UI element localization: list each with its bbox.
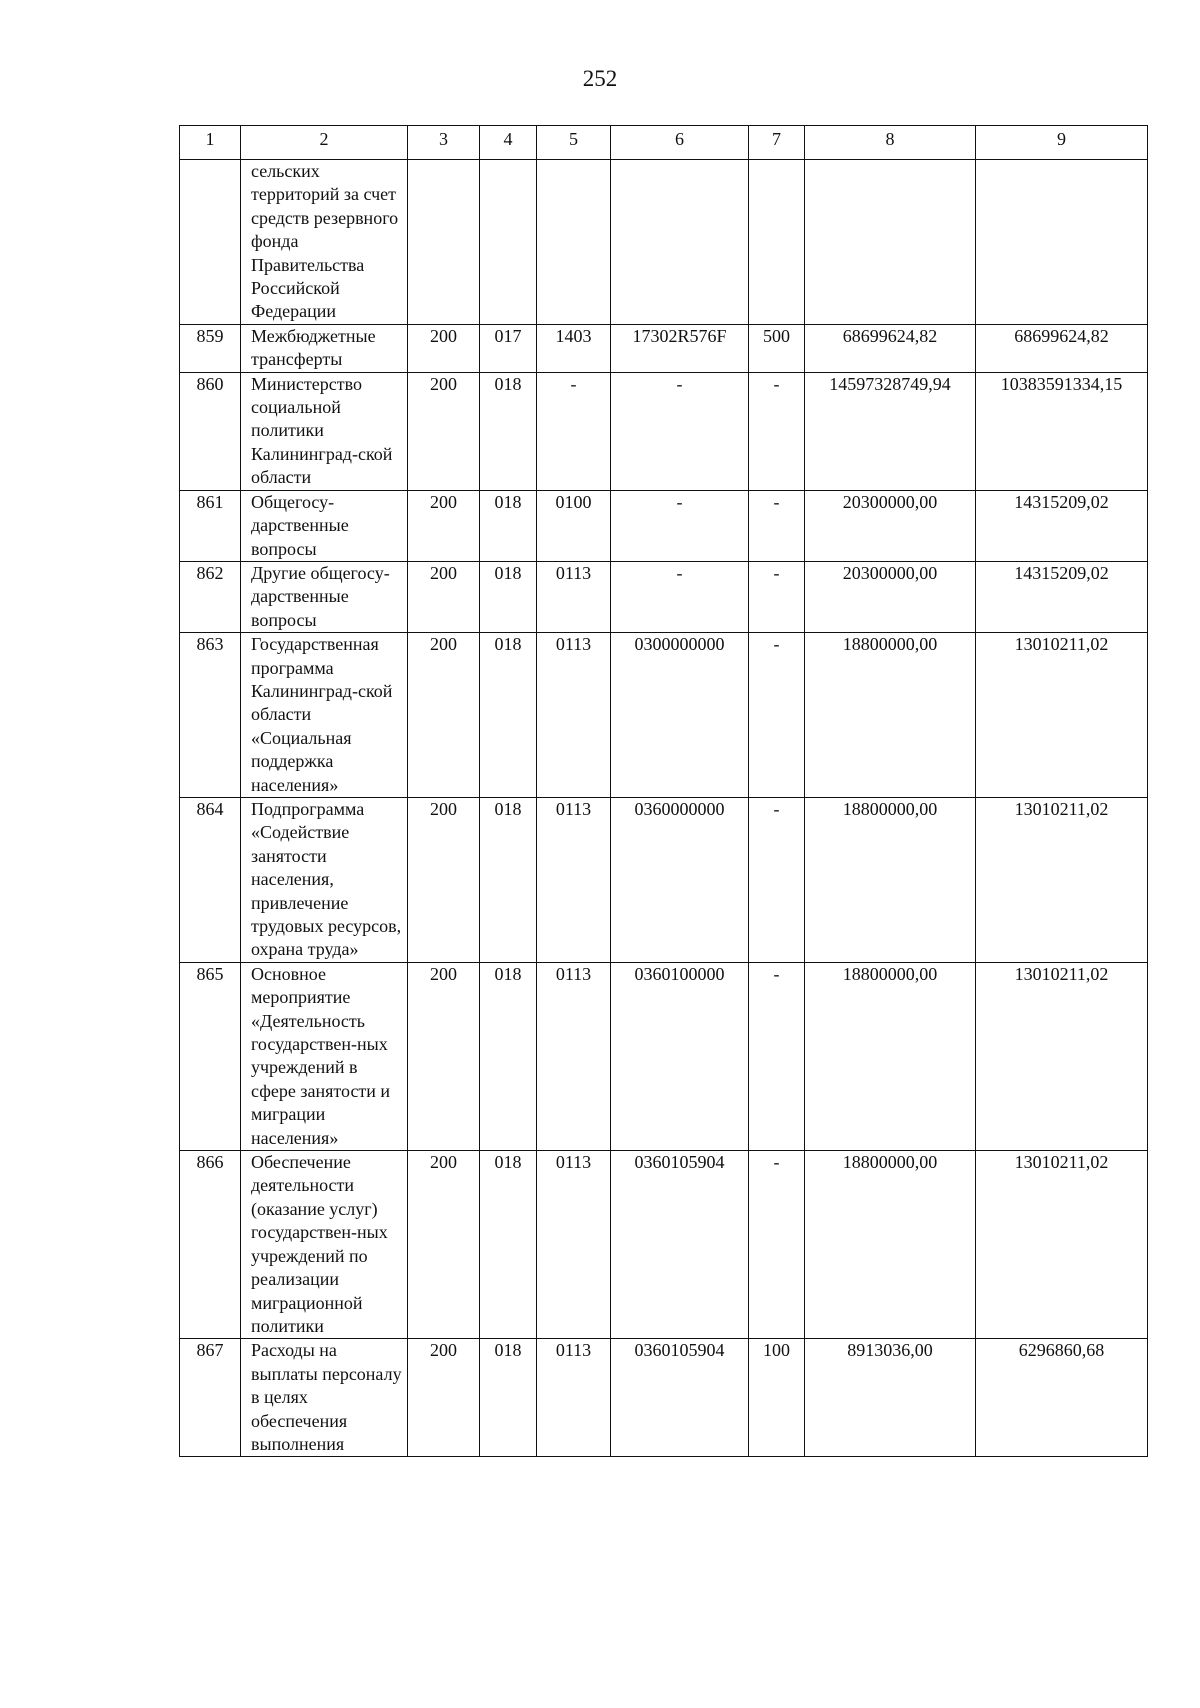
table-row xyxy=(180,372,1148,490)
table-cell: 200 xyxy=(408,1339,480,1457)
table-cell: 866 xyxy=(180,1151,241,1339)
table-cell xyxy=(611,160,749,325)
table-cell: 0113 xyxy=(537,962,611,1150)
table-cell: 10383591334,15 xyxy=(976,372,1148,490)
table-cell: 18800000,00 xyxy=(805,633,976,798)
table-cell: 200 xyxy=(408,372,480,490)
table-cell: 018 xyxy=(480,1339,537,1457)
table-cell: - xyxy=(749,490,805,561)
table-cell: - xyxy=(749,962,805,1150)
table-cell: 68699624,82 xyxy=(976,324,1148,372)
table-cell: Подпрограмма «Содействие занятости населения, привлечение трудовых ресурсов, охрана труда» xyxy=(241,797,408,962)
table-cell: 018 xyxy=(480,372,537,490)
table-cell: 0113 xyxy=(537,561,611,632)
column-header-8: 8 xyxy=(805,126,976,160)
table-header-row xyxy=(180,126,1148,160)
table-cell: Основное мероприятие «Деятельность государствен-ных учреждений в сфере занятости и миграции населения» xyxy=(241,962,408,1150)
table-cell xyxy=(976,160,1148,325)
table-cell: 018 xyxy=(480,962,537,1150)
column-header-5: 5 xyxy=(537,126,611,160)
budget-table xyxy=(179,125,1148,1457)
table-row xyxy=(180,324,1148,372)
table-cell: 0113 xyxy=(537,797,611,962)
table-row xyxy=(180,962,1148,1150)
table-cell: 200 xyxy=(408,490,480,561)
table-cell: 14315209,02 xyxy=(976,490,1148,561)
table-cell: 0360105904 xyxy=(611,1339,749,1457)
table-cell: 861 xyxy=(180,490,241,561)
table-cell xyxy=(749,160,805,325)
table-cell: Другие общегосу-дарственные вопросы xyxy=(241,561,408,632)
table-row xyxy=(180,1339,1148,1457)
table-cell: 0100 xyxy=(537,490,611,561)
table-cell: 500 xyxy=(749,324,805,372)
column-header-6: 6 xyxy=(611,126,749,160)
page-number: 252 xyxy=(582,66,618,91)
table-cell: 1403 xyxy=(537,324,611,372)
table-cell xyxy=(537,160,611,325)
table-cell: - xyxy=(749,797,805,962)
table-cell: 14315209,02 xyxy=(976,561,1148,632)
table-row xyxy=(180,633,1148,798)
table-cell: Обеспечение деятельности (оказание услуг) государствен-ных учреждений по реализации миграционной политики xyxy=(241,1151,408,1339)
table-cell: - xyxy=(749,372,805,490)
table-cell: 0360105904 xyxy=(611,1151,749,1339)
table-row xyxy=(180,561,1148,632)
table-row xyxy=(180,1151,1148,1339)
table-cell: 18800000,00 xyxy=(805,1151,976,1339)
table-body xyxy=(180,160,1148,1457)
table-cell: Общегосу-дарственные вопросы xyxy=(241,490,408,561)
table-cell: 20300000,00 xyxy=(805,490,976,561)
table-cell: - xyxy=(611,490,749,561)
table-cell: 8913036,00 xyxy=(805,1339,976,1457)
table-cell: 14597328749,94 xyxy=(805,372,976,490)
table-cell: 0113 xyxy=(537,1151,611,1339)
table-cell: 200 xyxy=(408,797,480,962)
table-cell: Государственная программа Калининград-ской области «Социальная поддержка населения» xyxy=(241,633,408,798)
column-header-4: 4 xyxy=(480,126,537,160)
table-cell: сельских территорий за счет средств резервного фонда Правительства Российской Федерации xyxy=(241,160,408,325)
table-cell: 0113 xyxy=(537,1339,611,1457)
table-cell: 018 xyxy=(480,1151,537,1339)
table-cell: 859 xyxy=(180,324,241,372)
table-cell: 200 xyxy=(408,324,480,372)
table-cell: 200 xyxy=(408,1151,480,1339)
column-header-1: 1 xyxy=(180,126,241,160)
table-cell: 17302R576F xyxy=(611,324,749,372)
table-cell: 018 xyxy=(480,561,537,632)
table-cell: 0300000000 xyxy=(611,633,749,798)
table-cell: 0360100000 xyxy=(611,962,749,1150)
table-cell: 860 xyxy=(180,372,241,490)
table-cell: Министерство социальной политики Калининград-ской области xyxy=(241,372,408,490)
column-header-7: 7 xyxy=(749,126,805,160)
table-cell: - xyxy=(749,561,805,632)
table-cell: 18800000,00 xyxy=(805,797,976,962)
table-cell: 200 xyxy=(408,561,480,632)
table-cell: 018 xyxy=(480,633,537,798)
column-header-9: 9 xyxy=(976,126,1148,160)
table-cell xyxy=(180,160,241,325)
table-cell: 68699624,82 xyxy=(805,324,976,372)
table-cell: 018 xyxy=(480,490,537,561)
table-cell: 20300000,00 xyxy=(805,561,976,632)
table-cell: 13010211,02 xyxy=(976,797,1148,962)
column-header-3: 3 xyxy=(408,126,480,160)
table-cell: 6296860,68 xyxy=(976,1339,1148,1457)
table-cell: Расходы на выплаты персоналу в целях обеспечения выполнения xyxy=(241,1339,408,1457)
table-cell: - xyxy=(611,561,749,632)
table-cell: 863 xyxy=(180,633,241,798)
table-cell: 13010211,02 xyxy=(976,633,1148,798)
table-cell: Межбюджетные трансферты xyxy=(241,324,408,372)
table-cell xyxy=(408,160,480,325)
table-cell: 0360000000 xyxy=(611,797,749,962)
table-cell: 200 xyxy=(408,962,480,1150)
table-cell: 018 xyxy=(480,797,537,962)
table-cell: - xyxy=(611,372,749,490)
table-row xyxy=(180,490,1148,561)
table-cell: 13010211,02 xyxy=(976,1151,1148,1339)
table-cell: 867 xyxy=(180,1339,241,1457)
table-cell: 862 xyxy=(180,561,241,632)
table-cell: 017 xyxy=(480,324,537,372)
table-cell: - xyxy=(749,633,805,798)
table-cell: - xyxy=(749,1151,805,1339)
table-cell: 18800000,00 xyxy=(805,962,976,1150)
table-cell: 200 xyxy=(408,633,480,798)
table-cell: 100 xyxy=(749,1339,805,1457)
table-cell: - xyxy=(537,372,611,490)
table-row xyxy=(180,797,1148,962)
table-cell xyxy=(805,160,976,325)
table-cell: 865 xyxy=(180,962,241,1150)
table-row xyxy=(180,160,1148,325)
column-header-2: 2 xyxy=(241,126,408,160)
table-cell xyxy=(480,160,537,325)
table-cell: 0113 xyxy=(537,633,611,798)
table-cell: 864 xyxy=(180,797,241,962)
table-cell: 13010211,02 xyxy=(976,962,1148,1150)
